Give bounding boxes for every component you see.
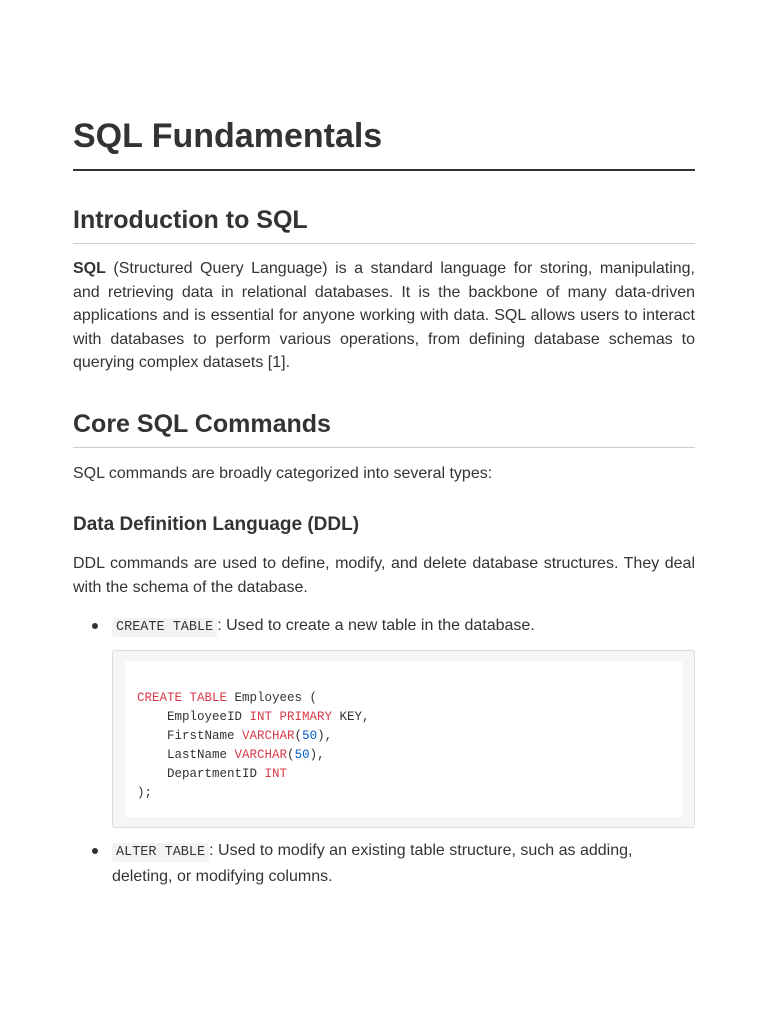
code-text: LastName <box>137 748 235 762</box>
code-listing <box>137 689 370 803</box>
code-text: Employees ( <box>227 691 318 705</box>
inline-code-create-table: CREATE TABLE <box>112 618 217 637</box>
code-number: 50 <box>294 748 310 762</box>
code-block <box>112 650 695 828</box>
intro-text: (Structured Query Language) is a standard language for storing, manipulating, and retrieving data in relational databases. It is the backbone of many data-driven applications and is essential for anyone working with data. SQL allows users to interact with databases to perform various operations, from defining database schemas to querying complex datasets [1]. <box>73 260 695 371</box>
code-line <box>137 767 287 781</box>
bullet-icon <box>92 623 98 629</box>
code-text: ), <box>309 748 325 762</box>
ddl-command-list <box>73 614 695 640</box>
page-title: SQL Fundamentals <box>73 113 695 171</box>
code-line <box>137 710 370 724</box>
core-paragraph: SQL commands are broadly categorized into several types: <box>73 465 493 482</box>
list-item-alter-table <box>73 839 695 889</box>
code-keyword: VARCHAR <box>234 748 288 762</box>
code-text: ( <box>287 748 295 762</box>
code-block-inner <box>125 661 682 817</box>
code-number: 50 <box>302 729 318 743</box>
inline-code-alter-table: ALTER TABLE <box>112 843 209 862</box>
code-text: ( <box>294 729 303 743</box>
code-keyword: VARCHAR <box>242 729 295 743</box>
code-line <box>137 786 152 800</box>
code-text: ); <box>137 786 153 800</box>
section-heading-intro: Introduction to SQL <box>73 203 695 244</box>
code-keyword: CREATE TABLE <box>137 691 228 705</box>
code-keyword: INT PRIMARY <box>249 710 333 724</box>
code-line <box>137 691 317 705</box>
code-line <box>137 729 332 743</box>
code-text: DepartmentID <box>137 767 265 781</box>
section-heading-core: Core SQL Commands <box>73 407 695 448</box>
code-line <box>137 748 325 762</box>
intro-paragraph <box>73 257 695 375</box>
code-text: FirstName <box>137 729 243 743</box>
intro-term: SQL <box>73 260 106 277</box>
code-text: EmployeeID <box>137 710 250 724</box>
code-text: KEY, <box>332 710 370 724</box>
bullet-icon <box>92 848 98 854</box>
subsection-heading-ddl: Data Definition Language (DDL) <box>73 514 360 535</box>
code-text: ), <box>317 729 333 743</box>
ddl-command-list-continued <box>73 839 695 889</box>
code-keyword: INT <box>264 767 288 781</box>
ddl-paragraph: DDL commands are used to define, modify, and delete database structures. They deal with the schema of the database. <box>73 555 695 596</box>
alter-table-description: : Used to modify an existing table structure, such as adding, deleting, or modifying columns. <box>112 842 633 885</box>
create-table-description: : Used to create a new table in the database. <box>217 617 535 634</box>
list-item-create-table <box>73 614 695 640</box>
